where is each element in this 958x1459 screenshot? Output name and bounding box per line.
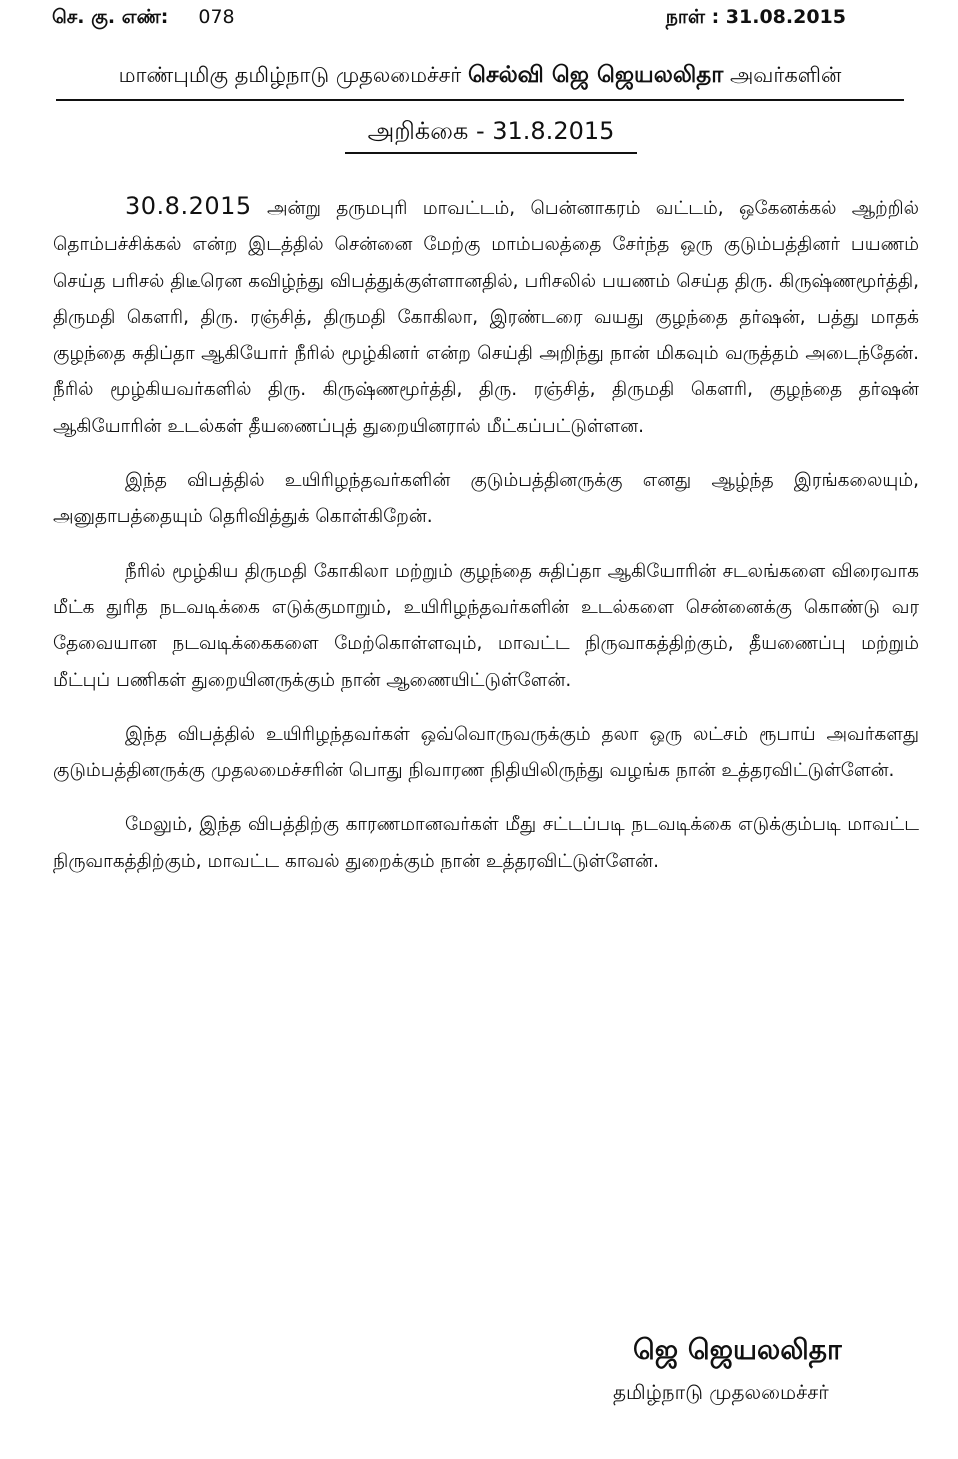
reference-label: செ. கு. எண்:: [52, 6, 169, 28]
paragraph-3: நீரில் மூழ்கிய திருமதி கோகிலா மற்றும் குழந்தை சுதிப்தா ஆகியோரின் சடலங்களை விரைவாக மீட்க துரித நடவடிக்கை எடுக்குமாறும், உயிரிழந்தவர்களின் உடல்களை சென்னைக்கு கொண்டு வர தேவையான நடவடிக்கைகளை மேற்கொள்ளவும், மாவட்ட நிருவாகத்திற்கும், தீயணைப்பு மற்றும் மீட்புப் பணிகள் துறையினருக்கும் நான் ஆணையிட்டுள்ளேன்.: [53, 560, 919, 691]
title-suffix: அவர்களின்: [729, 63, 842, 87]
statement-subtitle: அறிக்கை - 31.8.2015: [345, 117, 637, 154]
title-prefix: மாண்புமிகு தமிழ்நாடு முதலமைச்சர்: [118, 63, 462, 87]
statement-body: [53, 188, 919, 898]
title-name: செல்வி ஜெ ஜெயலலிதா: [467, 62, 724, 88]
paragraph-4: இந்த விபத்தில் உயிரிழந்தவர்கள் ஒவ்வொருவருக்கும் தலா ஒரு லட்சம் ரூபாய் அவர்களது குடும்பத்தினருக்கு முதலமைச்சரின் பொது நிவாரண நிதியிலிருந்து வழங்க நான் உத்தரவிட்டுள்ளேன்.: [53, 723, 919, 782]
paragraph-2: இந்த விபத்தில் உயிரிழந்தவர்களின் குடும்பத்தினருக்கு எனது ஆழ்ந்த இரங்கலையும், அனுதாபத்தையும் தெரிவித்துக் கொள்கிறேன்.: [53, 470, 919, 528]
paragraph-1-text: அன்று தருமபுரி மாவட்டம், பென்னாகரம் வட்டம், ஒகேனக்கல் ஆற்றில் தொம்பச்சிக்கல் என்ற இடத்தில் சென்னை மேற்கு மாம்பலத்தை சேர்ந்த ஒரு குடும்பத்தினர் பயணம் செய்த பரிசல் திடீரென கவிழ்ந்து விபத்துக்குள்ளானதில், பரிசலில் பயணம் செய்த திரு. கிருஷ்ணமூர்த்தி, திருமதி கௌரி, திரு. ரஞ்சித், திருமதி கோகிலா, இரண்டரை வயது குழந்தை தர்ஷன், பத்து மாதக் குழந்தை சுதிப்தா ஆகியோர் நீரில் மூழ்கினர் என்ற செய்தி அறிந்து நான் மிகவும் வருத்தம் அடைந்தேன். நீரில் மூழ்கியவர்களில் திரு. கிருஷ்ணமூர்த்தி, திரு. ரஞ்சித், திருமதி கௌரி, குழந்தை தர்ஷன் ஆகியோரின் உடல்கள் தீயணைப்புத் துறையினரால் மீட்கப்பட்டுள்ளன.: [53, 198, 919, 437]
paragraph-1: [53, 188, 919, 445]
paragraph-1-date: 30.8.2015: [125, 192, 252, 220]
release-date: நாள் : 31.08.2015: [665, 6, 846, 28]
signature-title: தமிழ்நாடு முதலமைச்சர்: [613, 1380, 829, 1404]
reference-number: [52, 6, 235, 31]
page-title: [56, 62, 904, 101]
reference-value: 078: [198, 6, 235, 28]
signature-name: ஜெ ஜெயலலிதா: [633, 1333, 842, 1366]
paragraph-5: மேலும், இந்த விபத்திற்கு காரணமானவர்கள் மீது சட்டப்படி நடவடிக்கை எடுக்கும்படி மாவட்ட நிருவாகத்திற்கும், மாவட்ட காவல் துறைக்கும் நான் உத்தரவிட்டுள்ளேன்.: [53, 814, 919, 872]
